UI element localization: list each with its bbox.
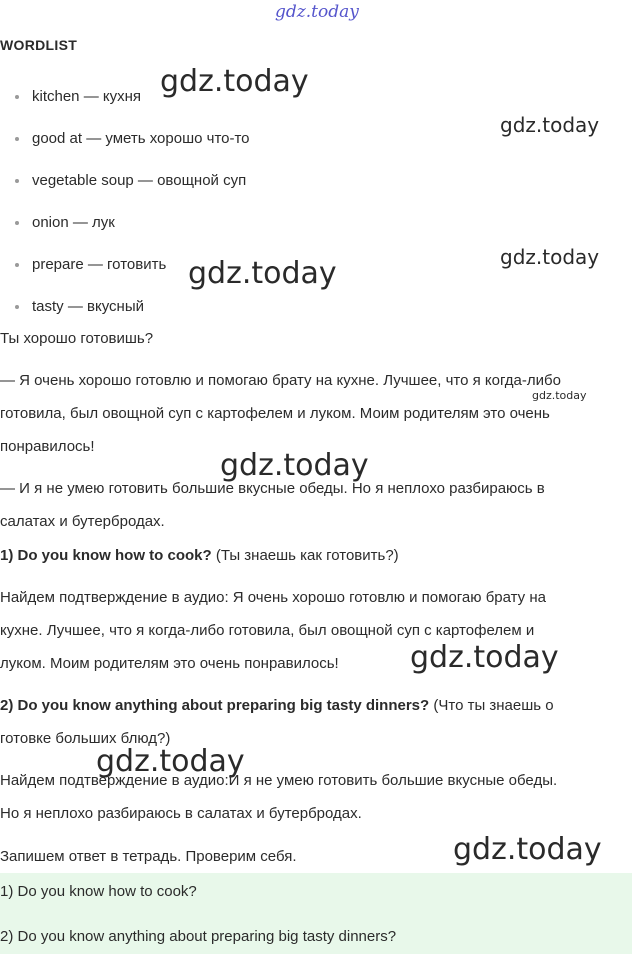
list-item-label: onion — лук: [32, 214, 115, 231]
answer1-line: — Я очень хорошо готовлю и помогаю брату на кухне. Лучшее, что я когда-либо: [0, 372, 561, 389]
evidence1-line: кухне. Лучшее, что я когда-либо готовила, был овощной суп с картофелем и: [0, 622, 535, 639]
bullet-icon: [15, 179, 19, 183]
bullet-icon: [15, 137, 19, 141]
answer1-line: понравилось!: [0, 438, 95, 455]
question-2-translation: (Что ты знаешь о: [429, 697, 554, 714]
question-2: [0, 696, 554, 716]
question-1-translation: (Ты знаешь как готовить?): [211, 547, 399, 564]
watermark: gdz.today: [220, 448, 369, 483]
evidence1-line: Найдем подтверждение в аудио: Я очень хорошо готовлю и помогаю брату на: [0, 589, 546, 606]
list-item: [12, 84, 250, 126]
watermark: gdz.today: [96, 744, 245, 779]
bullet-icon: [15, 305, 19, 309]
question-1-english: 1) Do you know how to cook?: [0, 547, 212, 564]
list-item-label: kitchen — кухня: [32, 88, 141, 105]
answer2-line: — И я не умею готовить большие вкусные обеды. Но я неплохо разбираюсь в: [0, 480, 545, 497]
watermark: gdz.today: [500, 245, 600, 269]
question-1: [0, 546, 399, 566]
list-item-label: good at — уметь хорошо что-то: [32, 130, 250, 147]
answer-box-line: 2) Do you know anything about preparing big tasty dinners?: [0, 928, 397, 945]
watermark: gdz.today: [532, 389, 587, 402]
answer2-line: салатах и бутербродах.: [0, 513, 165, 530]
watermark: gdz.today: [410, 640, 559, 675]
bullet-icon: [15, 221, 19, 225]
list-item: [12, 126, 250, 168]
list-item: [12, 210, 250, 252]
watermark: gdz.today: [453, 832, 602, 867]
evidence2-line: Но я неплохо разбираюсь в салатах и бутербродах.: [0, 805, 362, 822]
evidence1-line: луком. Моим родителям это очень понравилось!: [0, 655, 339, 672]
wordlist: [12, 84, 250, 336]
list-item: [12, 252, 250, 294]
list-item-label: tasty — вкусный: [32, 298, 144, 315]
question-2-english: 2) Do you know anything about preparing big tasty dinners?: [0, 697, 430, 714]
bullet-icon: [15, 95, 19, 99]
list-item-label: prepare — готовить: [32, 256, 167, 273]
list-item: [12, 168, 250, 210]
watermark-top: gdz.today: [275, 2, 359, 22]
list-item-label: vegetable soup — овощной суп: [32, 172, 247, 189]
answer1-line: готовила, был овощной суп с картофелем и луком. Моим родителям это очень: [0, 405, 550, 422]
watermark: gdz.today: [500, 113, 600, 137]
bullet-icon: [15, 263, 19, 267]
question-intro: Ты хорошо готовишь?: [0, 330, 154, 347]
wordlist-heading: WORDLIST: [0, 37, 78, 53]
question-2-translation-cont: готовке больших блюд?): [0, 730, 171, 747]
evidence2-line: Найдем подтверждение в аудио:И я не умею готовить большие вкусные обеды.: [0, 772, 558, 789]
watermark: gdz.today: [160, 64, 309, 99]
answer-box: [0, 873, 632, 954]
write-answer-note: Запишем ответ в тетрадь. Проверим себя.: [0, 848, 297, 865]
watermark: gdz.today: [188, 256, 337, 291]
answer-box-line: 1) Do you know how to cook?: [0, 883, 197, 900]
